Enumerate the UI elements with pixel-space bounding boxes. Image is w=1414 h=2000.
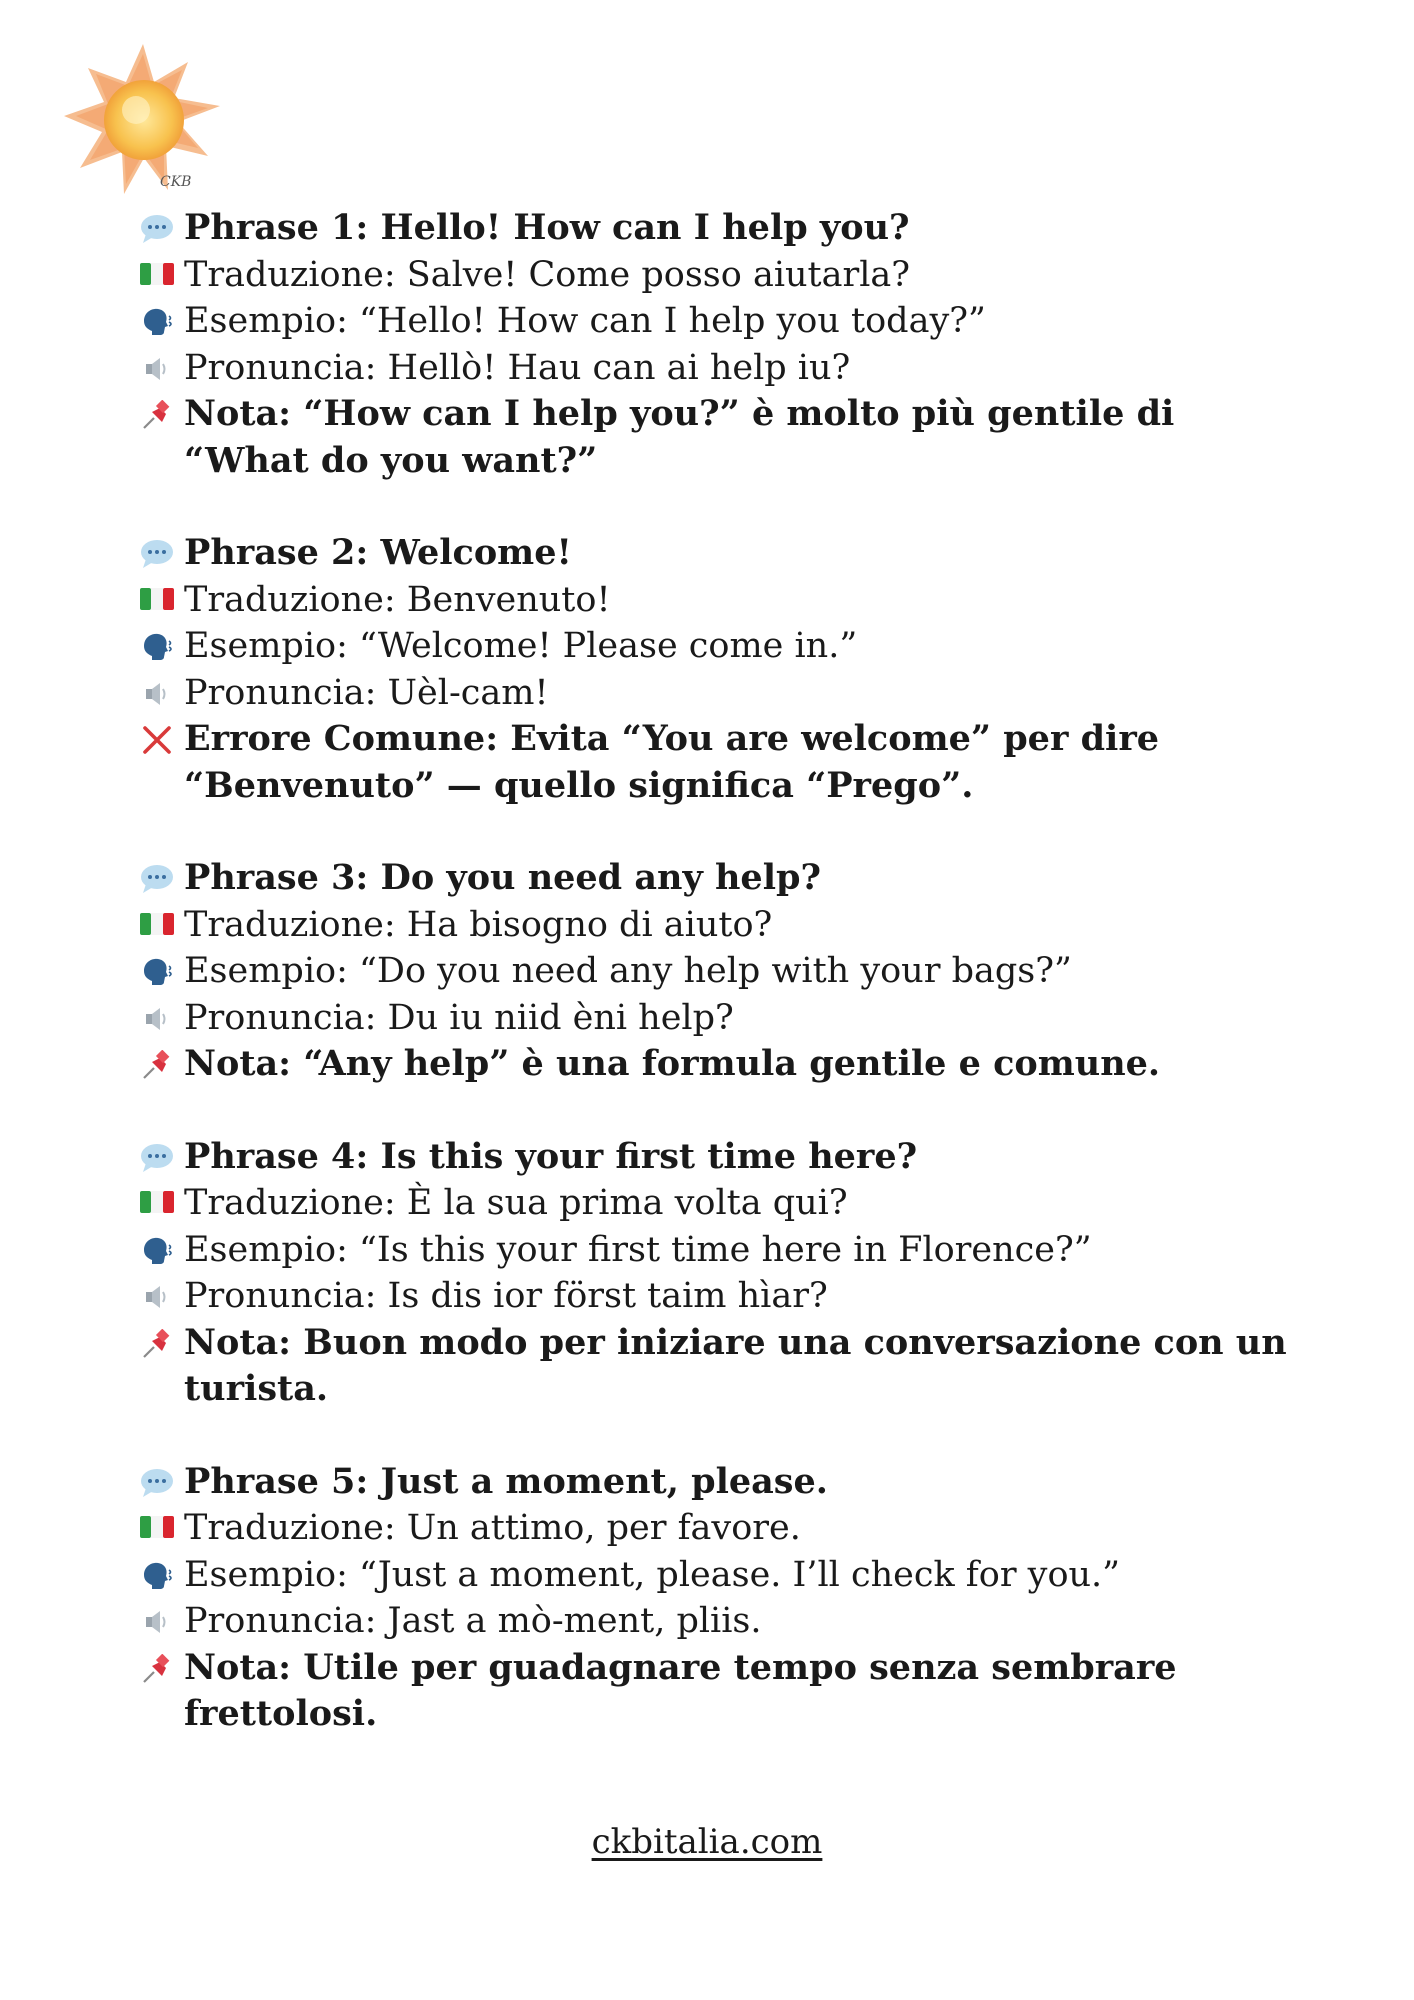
- translation-text: Traduzione: Ha bisogno di aiuto?: [184, 904, 773, 945]
- phrase-title-text: Phrase 3: Do you need any help?: [184, 857, 821, 898]
- translation-line: [140, 902, 1300, 949]
- speaker-icon: [140, 1598, 176, 1644]
- phrase-title-text: Phrase 4: Is this your first time here?: [184, 1135, 918, 1177]
- pushpin-icon: [140, 1320, 176, 1366]
- pronunciation-line: [140, 345, 1300, 392]
- phrase-block-5: [140, 1459, 1300, 1738]
- phrase-block-1: [140, 205, 1300, 484]
- speech-bubble-icon: [140, 530, 176, 576]
- phrase-block-3: [140, 855, 1300, 1088]
- common-error-line: [140, 716, 1300, 809]
- pronunciation-text: Pronuncia: Jast a mò-ment, pliis.: [184, 1601, 762, 1641]
- speech-bubble-icon: [140, 205, 176, 251]
- phrase-title: [140, 205, 1300, 252]
- translation-line: [140, 1180, 1300, 1227]
- speech-bubble-icon: [140, 1134, 176, 1180]
- note-text: Nota: “Any help” è una formula gentile e comune.: [184, 1043, 1161, 1084]
- note-line: [140, 1645, 1300, 1738]
- note-line: [140, 391, 1300, 484]
- note-text: Nota: Buon modo per iniziare una conversazione con un turista.: [184, 1321, 1287, 1409]
- note-text: Nota: Utile per guadagnare tempo senza sembrare frettolosi.: [184, 1646, 1177, 1734]
- common-error-text: Errore Comune: Evita “You are welcome” per dire “Benvenuto” — quello significa “Prego”.: [184, 718, 1160, 806]
- example-line: [140, 623, 1300, 670]
- speaker-icon: [140, 995, 176, 1041]
- speaker-icon: [140, 1273, 176, 1319]
- footer: [0, 1822, 1414, 1862]
- phrase-title: [140, 530, 1300, 577]
- note-text: Nota: “How can I help you?” è molto più gentile di “What do you want?”: [184, 393, 1175, 481]
- pronunciation-text: Pronuncia: Hellò! Hau can ai help iu?: [184, 347, 851, 388]
- website-link[interactable]: ckbitalia.com: [591, 1822, 823, 1862]
- speaking-head-icon: [140, 1552, 176, 1598]
- example-text: Esempio: “Welcome! Please come in.”: [184, 626, 858, 666]
- phrase-title-text: Phrase 5: Just a moment, please.: [184, 1460, 828, 1502]
- translation-line: [140, 252, 1300, 299]
- pronunciation-line: [140, 995, 1300, 1042]
- translation-line: [140, 577, 1300, 624]
- phrase-title: [140, 855, 1300, 902]
- example-line: [140, 1552, 1300, 1599]
- speaker-icon: [140, 345, 176, 391]
- translation-text: Traduzione: È la sua prima volta qui?: [184, 1183, 848, 1223]
- speech-bubble-icon: [140, 855, 176, 901]
- translation-text: Traduzione: Salve! Come posso aiutarla?: [184, 254, 911, 295]
- translation-text: Traduzione: Benvenuto!: [184, 579, 611, 620]
- phrase-block-4: [140, 1134, 1300, 1413]
- note-line: [140, 1320, 1300, 1413]
- example-line: [140, 948, 1300, 995]
- phrase-title: [140, 1134, 1300, 1181]
- note-line: [140, 1041, 1300, 1088]
- example-text: Esempio: “Is this your first time here in Florence?”: [184, 1229, 1092, 1270]
- italian-flag-icon: [140, 1180, 176, 1226]
- example-text: Esempio: “Do you need any help with your bags?”: [184, 951, 1072, 991]
- speaking-head-icon: [140, 948, 176, 994]
- speaker-icon: [140, 670, 176, 716]
- italian-flag-icon: [140, 252, 176, 298]
- phrase-block-2: [140, 530, 1300, 809]
- pushpin-icon: [140, 391, 176, 437]
- pronunciation-line: [140, 1598, 1300, 1645]
- phrase-list: [140, 205, 1300, 1784]
- pronunciation-text: Pronuncia: Du iu niid èni help?: [184, 997, 734, 1038]
- phrase-title-text: Phrase 1: Hello! How can I help you?: [184, 207, 910, 248]
- phrase-title-text: Phrase 2: Welcome!: [184, 532, 572, 573]
- italian-flag-icon: [140, 1505, 176, 1551]
- example-line: [140, 298, 1300, 345]
- italian-flag-icon: [140, 577, 176, 623]
- pronunciation-line: [140, 670, 1300, 717]
- ckb-sun-logo: [58, 40, 228, 200]
- pushpin-icon: [140, 1041, 176, 1087]
- translation-text: Traduzione: Un attimo, per favore.: [184, 1508, 801, 1548]
- speaking-head-icon: [140, 1227, 176, 1273]
- speaking-head-icon: [140, 623, 176, 669]
- example-line: [140, 1227, 1300, 1274]
- example-text: Esempio: “Hello! How can I help you today?”: [184, 301, 986, 341]
- translation-line: [140, 1505, 1300, 1552]
- pronunciation-text: Pronuncia: Is dis ior först taim hìar?: [184, 1276, 828, 1316]
- cross-mark-icon: [140, 716, 176, 762]
- pronunciation-text: Pronuncia: Uèl-cam!: [184, 672, 549, 713]
- speech-bubble-icon: [140, 1459, 176, 1505]
- speaking-head-icon: [140, 298, 176, 344]
- pronunciation-line: [140, 1273, 1300, 1320]
- pushpin-icon: [140, 1645, 176, 1691]
- logo-initials: CKB: [160, 174, 192, 190]
- phrase-title: [140, 1459, 1300, 1506]
- italian-flag-icon: [140, 902, 176, 948]
- example-text: Esempio: “Just a moment, please. I’ll check for you.”: [184, 1554, 1121, 1595]
